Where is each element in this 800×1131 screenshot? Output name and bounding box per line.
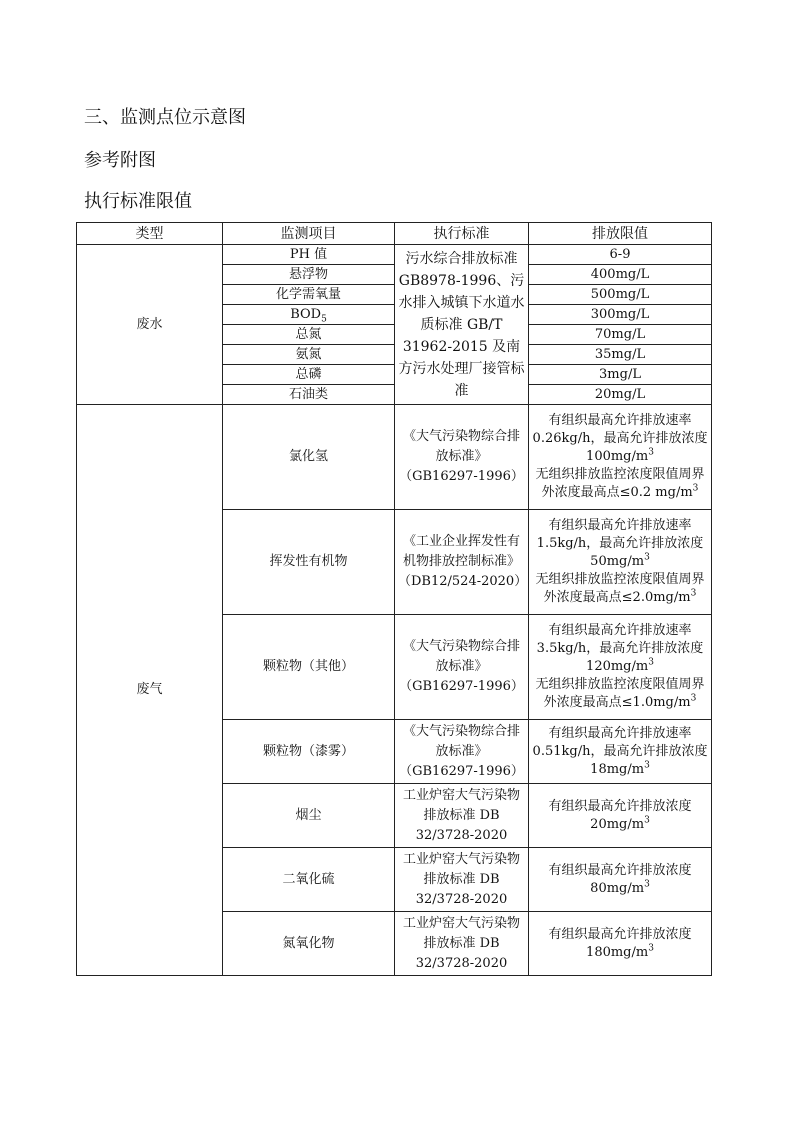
unit-superscript: 3 <box>648 447 654 458</box>
limit-cell <box>529 912 712 976</box>
limit-organized-text: 有组织最高允许排放浓度 20mg/m <box>548 798 692 832</box>
standard-cell <box>395 405 529 510</box>
unit-superscript: 3 <box>690 693 697 704</box>
table-row <box>77 245 712 265</box>
item-cell: PH 值 <box>223 245 395 265</box>
item-cell: 氮氧化物 <box>223 912 395 976</box>
item-cell: 颗粒物（漆雾） <box>223 720 395 784</box>
standard-cell <box>395 720 529 784</box>
item-cell: 氯化氢 <box>223 405 395 510</box>
limit-cell: 6-9 <box>529 245 712 265</box>
standard-name: 《大气污染物综合排放标准》 <box>402 723 520 759</box>
standard-cell: 工业炉窑大气污染物排放标准 DB 32/3728-2020 <box>395 912 529 976</box>
section-heading-monitoring-points: 三、监测点位示意图 <box>84 107 246 128</box>
limit-organized <box>532 412 708 466</box>
item-cell: 石油类 <box>223 385 395 405</box>
limit-organized <box>532 622 708 676</box>
item-cell: 总磷 <box>223 365 395 385</box>
limit-unorganized-text: 无组织排放监控浓度限值周界外浓度最高点≤2.0mg/m <box>535 572 705 605</box>
limit-cell <box>529 405 712 510</box>
item-bod-subscript: 5 <box>321 314 327 325</box>
limit-cell: 20mg/L <box>529 385 712 405</box>
item-cell: 二氧化硫 <box>223 848 395 912</box>
header-type: 类型 <box>77 223 223 245</box>
limit-unorganized-text: 无组织排放监控浓度限值周界外浓度最高点≤0.2 mg/m <box>535 467 705 500</box>
standard-code: （GB16297-1996） <box>399 469 524 484</box>
limit-organized-text: 有组织最高允许排放浓度 80mg/m <box>548 862 692 896</box>
limit-cell <box>529 848 712 912</box>
limit-cell: 3mg/L <box>529 365 712 385</box>
limit-cell <box>529 510 712 615</box>
standard-cell <box>395 615 529 720</box>
limit-organized-text: 有组织最高允许排放速率 3.5kg/h，最高允许排放浓度 120mg/m <box>536 623 704 674</box>
item-cell: 挥发性有机物 <box>223 510 395 615</box>
standard-code: （GB16297-1996） <box>399 763 524 779</box>
item-cell: 颗粒物（其他） <box>223 615 395 720</box>
unit-superscript: 3 <box>690 588 697 599</box>
unit-superscript: 3 <box>648 657 654 668</box>
limit-organized <box>532 517 708 571</box>
limit-organized-text: 有组织最高允许排放速率 0.51kg/h，最高允许排放浓度 18mg/m <box>532 725 708 777</box>
limit-cell <box>529 784 712 848</box>
type-wastewater: 废水 <box>77 245 223 405</box>
limit-cell: 400mg/L <box>529 265 712 285</box>
header-standard: 执行标准 <box>395 223 529 245</box>
unit-superscript: 3 <box>644 760 650 771</box>
unit-superscript: 3 <box>644 879 650 890</box>
limit-cell: 35mg/L <box>529 345 712 365</box>
limit-organized-text: 有组织最高允许排放速率 0.26kg/h，最高允许排放浓度 100mg/m <box>532 413 708 464</box>
limit-unorganized <box>532 466 708 502</box>
type-wastegas: 废气 <box>77 405 223 976</box>
unit-superscript: 3 <box>644 552 650 563</box>
limit-cell <box>529 720 712 784</box>
table-header-row <box>77 223 712 245</box>
item-cell: 氨氮 <box>223 345 395 365</box>
item-cell: 悬浮物 <box>223 265 395 285</box>
item-cell: 化学需氧量 <box>223 285 395 305</box>
standard-cell <box>395 510 529 615</box>
section-heading-reference-figure: 参考附图 <box>84 150 156 171</box>
limit-cell: 70mg/L <box>529 325 712 345</box>
section-heading-standard-limits: 执行标准限值 <box>84 191 192 212</box>
limit-organized-text: 有组织最高允许排放浓度 180mg/m <box>548 926 692 960</box>
table-row <box>77 405 712 510</box>
item-cell: 烟尘 <box>223 784 395 848</box>
limit-unorganized <box>532 571 708 607</box>
standard-name: 《大气污染物综合排放标准》 <box>402 429 520 464</box>
unit-superscript: 3 <box>644 815 650 826</box>
item-bod-base: BOD <box>290 306 322 322</box>
limit-unorganized <box>532 676 708 712</box>
item-cell: 总氮 <box>223 325 395 345</box>
standard-cell: 工业炉窑大气污染物排放标准 DB 32/3728-2020 <box>395 848 529 912</box>
standard-limits-table <box>76 222 712 976</box>
standard-cell: 工业炉窑大气污染物排放标准 DB 32/3728-2020 <box>395 784 529 848</box>
standard-name: 《大气污染物综合排放标准》 <box>402 639 520 674</box>
limit-organized-text: 有组织最高允许排放速率 1.5kg/h，最高允许排放浓度 50mg/m <box>536 518 704 569</box>
header-limit: 排放限值 <box>529 223 712 245</box>
header-item: 监测项目 <box>223 223 395 245</box>
unit-superscript: 3 <box>648 943 654 954</box>
standard-wastewater: 污水综合排放标准 GB8978-1996、污水排入城镇下水道水质标准 GB/T 31962-2015 及南方污水处理厂接管标准 <box>395 245 529 405</box>
standard-code: （GB16297-1996） <box>399 679 524 694</box>
unit-superscript: 3 <box>692 483 699 494</box>
standard-name: 《工业企业挥发性有机物排放控制标准》 <box>402 534 520 569</box>
limit-unorganized-text: 无组织排放监控浓度限值周界外浓度最高点≤1.0mg/m <box>535 677 705 710</box>
limit-cell <box>529 615 712 720</box>
item-cell <box>223 305 395 325</box>
limit-cell: 500mg/L <box>529 285 712 305</box>
limit-cell: 300mg/L <box>529 305 712 325</box>
standard-code: （DB12/524-2020） <box>398 574 528 589</box>
